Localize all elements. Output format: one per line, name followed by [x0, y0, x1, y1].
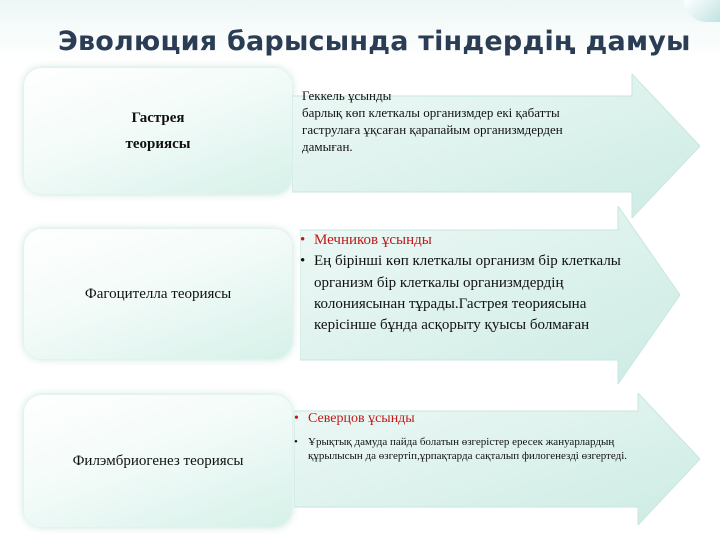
description-arrow-phagocytella — [300, 206, 680, 384]
theory-card-label: Фагоцителла теориясы — [84, 285, 232, 302]
theory-card-phylembryogenesis — [24, 395, 292, 527]
theory-description: Ұрықтық дамуда пайда болатын өзгерістер ересек жануарлардың құрылысын да өзгертіп,ұрпақтарда сақталып филогенезді өзгертеді. — [308, 436, 628, 463]
author-label: Мечников ұсынды — [314, 232, 432, 248]
corner-decoration — [684, 0, 720, 22]
bullet-icon: • — [300, 253, 306, 270]
page-title: Эволюция барысында тіндердің дамуы — [58, 26, 691, 57]
author-label: Геккель ұсынды — [302, 88, 392, 103]
theory-card-label: Филэмбриогенез теориясы — [72, 452, 244, 469]
theory-card-phagocytella — [24, 229, 292, 359]
theory-description: барлық көп клеткалы организмдер екі қабатты гаструлаға ұқсаған қарапайым организмдерден дамыған. — [302, 104, 563, 154]
bullet-item-author — [294, 411, 644, 427]
description-text — [302, 88, 602, 156]
bullet-icon: • — [294, 411, 299, 426]
bullet-item-text — [300, 251, 640, 336]
bullet-item-author — [300, 230, 640, 251]
description-arrow-gastrea — [292, 74, 700, 218]
theory-card-gastrea — [24, 68, 292, 194]
theory-card-label: Гастрея теориясы — [125, 109, 191, 152]
description-text — [300, 230, 640, 336]
bullet-icon: • — [300, 232, 306, 248]
theory-description: Ең бірінші көп клеткалы организм бір клеткалы организм бір клеткалы организмдердің колониясынан тұрады.Гастрея теориясына керісінше бұнда асқорыту қуысы болмаған — [314, 253, 621, 334]
bullet-icon: • — [294, 436, 298, 448]
description-arrow-phylembryogenesis — [294, 393, 700, 525]
bullet-item-text — [294, 435, 644, 463]
author-label: Северцов ұсынды — [308, 411, 415, 426]
description-text — [294, 411, 644, 463]
